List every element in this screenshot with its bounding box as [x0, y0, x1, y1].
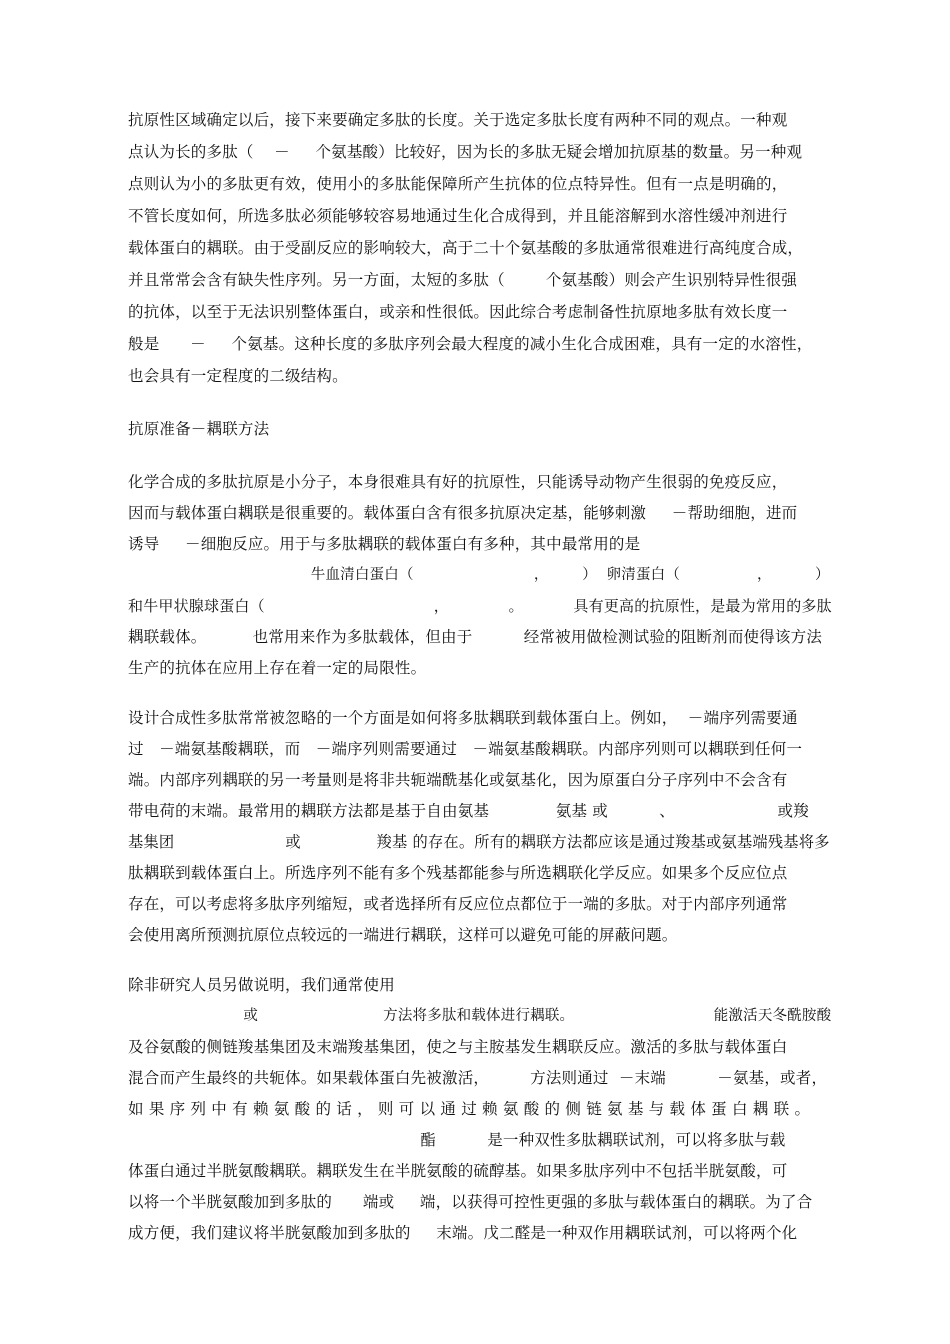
para4-line5: 如 果 序 列 中 有 赖 氨 酸 的 话 ， 则 可 以 通 过 赖 氨 酸 的 侧 链 氨 基 与 载 体 蛋 白 耦 联 。	[128, 1100, 811, 1118]
para4-line3: 及谷氨酸的侧链羧基集团及末端羧基集团，使之与主胺基发生耦联反应。激活的多肽与载体蛋白	[128, 1038, 788, 1056]
para4-line8: 以将一个半胱氨酸加到多肽的 端或 端，以获得可控性更强的多肽与载体蛋白的耦联。为了合	[128, 1193, 813, 1211]
para1-line4: 不管长度如何，所选多肽必须能够较容易地通过生化合成得到，并且能溶解到水溶性缓冲剂进行	[128, 207, 788, 225]
para3-line6: 肽耦联到载体蛋白上。所选序列不能有多个残基都能参与所选耦联化学反应。如果多个反应位点	[128, 864, 788, 882]
para2-line4: 牛血清白蛋白（ ， ） 卵清蛋白（ ， ）	[128, 567, 830, 583]
para2-line3: 诱导 －细胞反应。用于与多肽耦联的载体蛋白有多种，其中最常用的是	[128, 535, 641, 553]
para3-line2: 过 －端氨基酸耦联，而 －端序列则需要通过 －端氨基酸耦联。内部序列则可以耦联到任何一	[128, 740, 803, 758]
para3-line7: 存在，可以考虑将多肽序列缩短，或者选择所有反应位点都位于一端的多肽。对于内部序列通常	[128, 895, 788, 913]
para1-line3: 点则认为小的多肽更有效，使用小的多肽能保障所产生抗体的位点特异性。但有一点是明确的，	[128, 175, 788, 193]
para3-line5: 基集团 或 羧基 的存在。所有的耦联方法都应该是通过羧基或氨基端残基将多	[128, 833, 830, 851]
para1-line7: 的抗体，以至于无法识别整体蛋白，或亲和性很低。因此综合考虑制备性抗原地多肽有效长度一	[128, 303, 788, 321]
para4-line9: 成方便，我们建议将半胱氨酸加到多肽的 末端。戊二醛是一种双作用耦联试剂，可以将两个化	[128, 1224, 798, 1242]
para4-line7: 体蛋白通过半胱氨酸耦联。耦联发生在半胱氨酸的硫醇基。如果多肽序列中不包括半胱氨酸，可	[128, 1162, 788, 1180]
para2-line1: 化学合成的多肽抗原是小分子，本身很难具有好的抗原性，只能诱导动物产生很弱的免疫反应，	[128, 473, 788, 491]
para1-line9: 也会具有一定程度的二级结构。	[128, 367, 348, 385]
para3-line8: 会使用离所预测抗原位点较远的一端进行耦联，这样可以避免可能的屏蔽问题。	[128, 926, 678, 944]
para3-line3: 端。内部序列耦联的另一考量则是将非共轭端酰基化或氨基化，因为原蛋白分子序列中不会含有	[128, 771, 788, 789]
para3-line4: 带电荷的末端。最常用的耦联方法都是基于自由氨基 氨基 或 、 或羧	[128, 802, 809, 820]
para4-line6: 酯 是一种双性多肽耦联试剂，可以将多肽与载	[128, 1131, 786, 1149]
para4-line2: 或 方法将多肽和载体进行耦联。 能激活天冬酰胺酸	[128, 1008, 832, 1024]
para1-line5: 载体蛋白的耦联。由于受副反应的影响较大，高于二十个氨基酸的多肽通常很难进行高纯度合成，	[128, 239, 804, 257]
para4-line4: 混合而产生最终的共轭体。如果载体蛋白先被激活， 方法则通过 －末端 －氨基，或者，	[128, 1069, 828, 1087]
para1-line2: 点认为长的多肽（ － 个氨基酸）比较好，因为长的多肽无疑会增加抗原基的数量。另一种观	[128, 143, 803, 161]
para3-line1: 设计合成性多肽常常被忽略的一个方面是如何将多肽耦联到载体蛋白上。例如， －端序列需要通	[128, 709, 798, 727]
para2-line2: 因而与载体蛋白耦联是很重要的。载体蛋白含有很多抗原决定基，能够刺激 －帮助细胞，进而	[128, 504, 798, 522]
para1-line8: 般是 － 个氨基。这种长度的多肽序列会最大程度的减小生化合成困难，具有一定的水溶性，	[128, 335, 813, 353]
section-heading: 抗原准备－耦联方法	[128, 420, 270, 438]
para4-line1: 除非研究人员另做说明，我们通常使用	[128, 976, 395, 994]
para1-line1: 抗原性区域确定以后，接下来要确定多肽的长度。关于选定多肽长度有两种不同的观点。一种观	[128, 111, 788, 129]
para2-line5: 和牛甲状腺球蛋白（ ， 。 具有更高的抗原性，是最为常用的多肽	[128, 597, 832, 615]
para1-line6: 并且常常会含有缺失性序列。另一方面，太短的多肽（ 个氨基酸）则会产生识别特异性很强	[128, 271, 798, 289]
para2-line7: 生产的抗体在应用上存在着一定的局限性。	[128, 659, 427, 677]
para2-line6: 耦联载体。 也常用来作为多肽载体，但由于 经常被用做检测试验的阻断剂而使得该方法	[128, 628, 823, 646]
